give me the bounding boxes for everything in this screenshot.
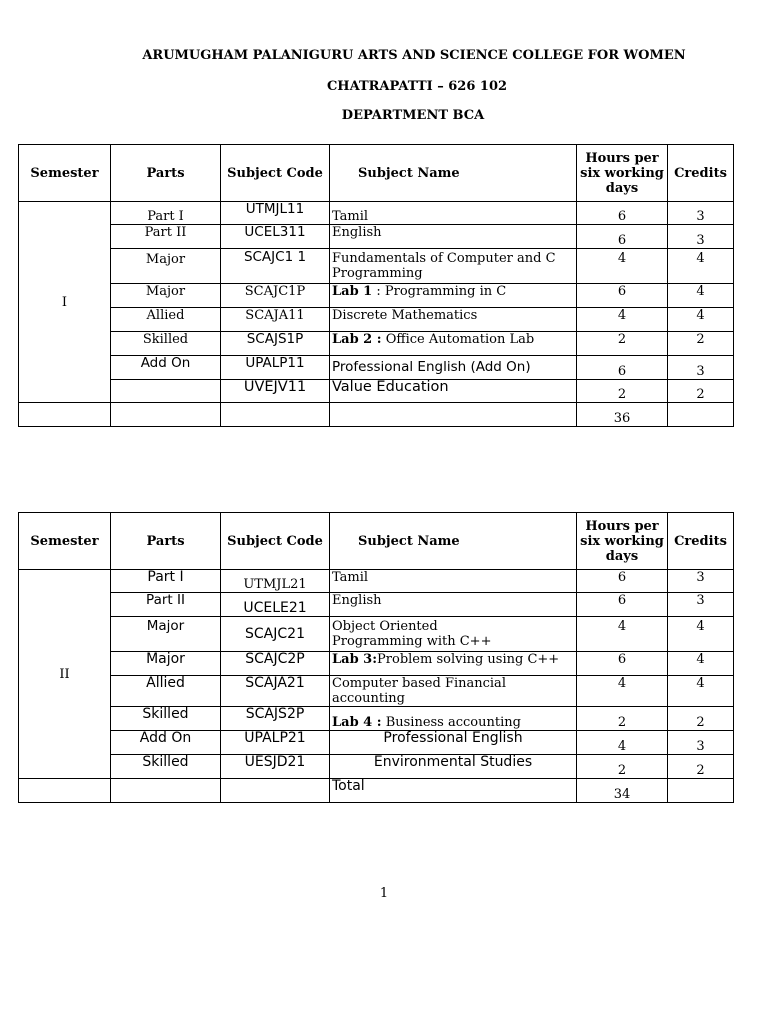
code-cell: SCAJC2P: [221, 652, 330, 676]
code-cell: SCAJC1 1: [221, 249, 330, 284]
subject-cell: [330, 617, 577, 652]
subject-cell: [330, 676, 577, 707]
subject-cell: [330, 225, 577, 249]
subject-cell: [330, 308, 577, 332]
table-row: [19, 380, 734, 403]
part-cell: Major: [111, 617, 221, 652]
subject-text: : Programming in C: [372, 284, 507, 299]
hours-cell: 4: [577, 731, 668, 755]
hours-cell: 2: [577, 755, 668, 779]
subject-cell: [330, 652, 577, 676]
col-parts: Parts: [111, 513, 221, 570]
credits-cell: 3: [668, 202, 734, 225]
table-row: [19, 617, 734, 652]
code-cell: SCAJS2P: [221, 707, 330, 731]
total-hours: 34: [577, 779, 668, 803]
total-row: [19, 779, 734, 803]
total-empty: [221, 779, 330, 803]
subject-cell: [330, 755, 577, 779]
credits-cell: 2: [668, 707, 734, 731]
semester-2-table: [18, 512, 734, 803]
part-cell: Part II: [111, 593, 221, 617]
credits-cell: 3: [668, 731, 734, 755]
hours-cell: 2: [577, 380, 668, 403]
subject-cell: [330, 707, 577, 731]
credits-cell: 3: [668, 570, 734, 593]
col-subject-name: Subject Name: [330, 145, 577, 202]
hours-cell: 6: [577, 652, 668, 676]
col-subject-name: Subject Name: [330, 513, 577, 570]
subject-cell: [330, 356, 577, 380]
subject-bold: Lab 1: [332, 284, 373, 299]
subject-cell: [330, 593, 577, 617]
table-row: [19, 707, 734, 731]
code-cell: UPALP11: [221, 356, 330, 380]
subject-cell: [330, 249, 577, 284]
table-row: [19, 202, 734, 225]
subject-text: English: [332, 593, 382, 608]
part-cell: Part II: [111, 225, 221, 249]
code-cell: SCAJC1P: [221, 284, 330, 308]
part-cell: Part I: [111, 570, 221, 593]
hours-cell: 2: [577, 707, 668, 731]
part-cell: Allied: [111, 308, 221, 332]
credits-cell: 4: [668, 617, 734, 652]
total-credits: [668, 779, 734, 803]
subject-cell: [330, 380, 577, 403]
subject-text: Fundamentals of Computer and C Programming: [332, 251, 556, 281]
col-subject-code: Subject Code: [221, 145, 330, 202]
subject-text: Professional English (Add On): [332, 359, 531, 375]
hours-cell: 6: [577, 570, 668, 593]
part-cell: Allied: [111, 676, 221, 707]
table-row: [19, 332, 734, 356]
table-row: [19, 308, 734, 332]
semester-label: II: [19, 570, 111, 779]
code-cell: SCAJS1P: [221, 332, 330, 356]
subject-text: Problem solving using C++: [377, 652, 560, 667]
page-number: 1: [379, 886, 389, 901]
subject-cell: [330, 731, 577, 755]
col-credits: Credits: [668, 513, 734, 570]
total-row: [19, 403, 734, 427]
hours-cell: 4: [577, 308, 668, 332]
subject-bold: Lab 3:: [332, 652, 378, 667]
code-cell: SCAJA11: [221, 308, 330, 332]
subject-text: Discrete Mathematics: [332, 308, 478, 323]
subject-text: Computer based Financial accounting: [332, 676, 506, 706]
table-row: [19, 652, 734, 676]
table-row: [19, 249, 734, 284]
credits-cell: 4: [668, 676, 734, 707]
hours-cell: 6: [577, 202, 668, 225]
subject-cell: [330, 284, 577, 308]
total-label: Total: [330, 779, 577, 803]
total-empty: [19, 779, 111, 803]
subject-text: Value Education: [332, 379, 449, 395]
table-row: [19, 570, 734, 593]
part-cell: Major: [111, 249, 221, 284]
total-credits: [668, 403, 734, 427]
subject-text: Office Automation Lab: [381, 332, 535, 347]
hours-cell: 4: [577, 676, 668, 707]
total-empty: [221, 403, 330, 427]
total-empty: [19, 403, 111, 427]
subject-text: Tamil: [332, 570, 369, 585]
subject-cell: [330, 332, 577, 356]
credits-cell: 3: [668, 356, 734, 380]
table-row: [19, 731, 734, 755]
credits-cell: 4: [668, 652, 734, 676]
subject-cell: [330, 202, 577, 225]
total-hours: 36: [577, 403, 668, 427]
subject-bold: Lab 4 :: [332, 715, 382, 730]
part-cell: Part I: [111, 202, 221, 225]
subject-text: Professional English: [383, 730, 523, 746]
total-empty: [111, 403, 221, 427]
semester-label: I: [19, 202, 111, 403]
part-cell: Major: [111, 284, 221, 308]
table-header-row: [19, 513, 734, 570]
subject-cell: [330, 570, 577, 593]
credits-cell: 4: [668, 284, 734, 308]
credits-cell: 2: [668, 755, 734, 779]
code-cell: UTMJL21: [221, 570, 330, 593]
subject-text: Object Oriented Programming with C++: [332, 619, 492, 649]
code-cell: UVEJV11: [221, 380, 330, 403]
credits-cell: 4: [668, 308, 734, 332]
table-row: [19, 356, 734, 380]
part-cell: Add On: [111, 731, 221, 755]
code-cell: UPALP21: [221, 731, 330, 755]
subject-text: English: [332, 225, 382, 240]
total-label: [330, 403, 577, 427]
college-name: ARUMUGHAM PALANIGURU ARTS AND SCIENCE COLLEGE FOR WOMEN: [142, 48, 686, 63]
table-row: [19, 755, 734, 779]
table-row: [19, 284, 734, 308]
hours-cell: 4: [577, 617, 668, 652]
code-cell: SCAJA21: [221, 676, 330, 707]
college-location: CHATRAPATTI – 626 102: [326, 79, 508, 94]
credits-cell: 2: [668, 380, 734, 403]
col-semester: Semester: [19, 513, 111, 570]
department-title: DEPARTMENT BCA: [341, 108, 485, 123]
table-row: [19, 593, 734, 617]
part-cell: Skilled: [111, 332, 221, 356]
part-cell: Skilled: [111, 707, 221, 731]
hours-cell: 6: [577, 356, 668, 380]
credits-cell: 4: [668, 249, 734, 284]
hours-cell: 6: [577, 284, 668, 308]
part-cell: Major: [111, 652, 221, 676]
col-subject-code: Subject Code: [221, 513, 330, 570]
table-row: [19, 676, 734, 707]
hours-cell: 6: [577, 593, 668, 617]
hours-cell: 4: [577, 249, 668, 284]
col-hours: Hours per six working days: [577, 513, 668, 570]
col-semester: Semester: [19, 145, 111, 202]
semester-1-table: [18, 144, 734, 427]
credits-cell: 3: [668, 225, 734, 249]
col-parts: Parts: [111, 145, 221, 202]
hours-cell: 6: [577, 225, 668, 249]
col-credits: Credits: [668, 145, 734, 202]
hours-cell: 2: [577, 332, 668, 356]
table-row: [19, 225, 734, 249]
code-cell: UCELE21: [221, 593, 330, 617]
code-cell: UCEL311: [221, 225, 330, 249]
credits-cell: 2: [668, 332, 734, 356]
col-hours: Hours per six working days: [577, 145, 668, 202]
total-empty: [111, 779, 221, 803]
subject-text: Environmental Studies: [373, 754, 533, 770]
code-cell: SCAJC21: [221, 617, 330, 652]
table-header-row: [19, 145, 734, 202]
part-cell: [111, 380, 221, 403]
subject-bold: Lab 2 :: [332, 332, 382, 347]
code-cell: UTMJL11: [221, 202, 330, 225]
code-cell: UESJD21: [221, 755, 330, 779]
part-cell: Add On: [111, 356, 221, 380]
part-cell: Skilled: [111, 755, 221, 779]
subject-text: Business accounting: [381, 715, 521, 730]
credits-cell: 3: [668, 593, 734, 617]
subject-text: Tamil: [332, 209, 369, 224]
